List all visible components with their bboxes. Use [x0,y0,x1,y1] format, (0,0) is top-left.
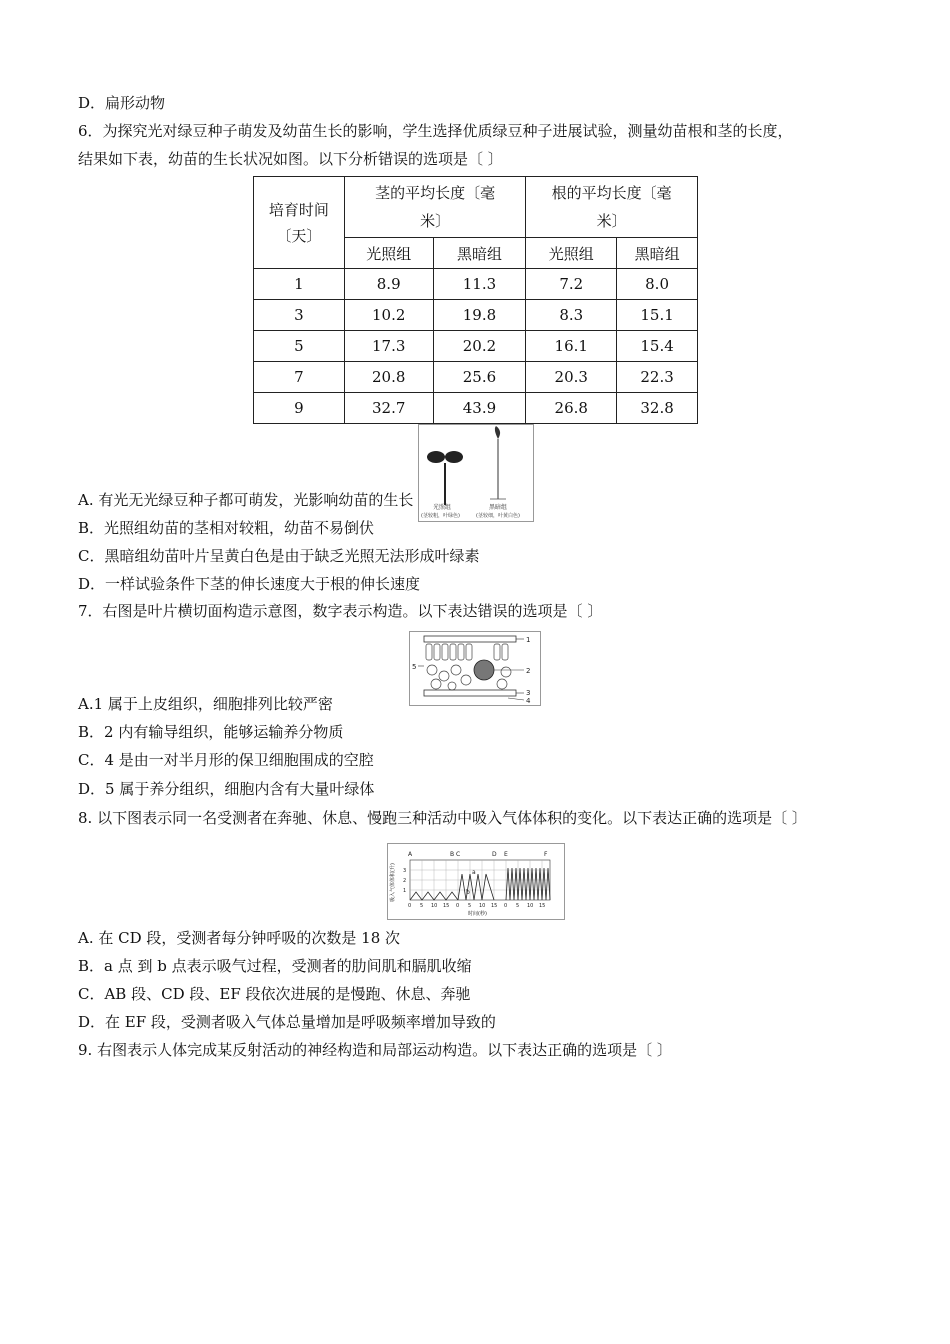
leaf-label-2: 2 [526,667,531,675]
xtick: 15 [443,903,450,909]
segment-cd-line [458,874,494,900]
cell: 10.2 [344,300,433,331]
cell: 8.3 [526,300,617,331]
xtick: 0 [456,903,460,909]
header-root-text: 根的平均长度〔毫 米〕 [551,184,672,230]
upper-epidermis [424,636,516,642]
q6-option-d: D．一样试验条件下茎的伸长速度大于根的伸长速度 [78,575,421,593]
q6-option-b: B．光照组幼苗的茎相对较粗，幼苗不易倒伏 [78,519,375,537]
leaf-label-5: 5 [412,663,417,671]
header-time [254,177,345,269]
header-time-text: 培育时间 〔天〕 [268,200,329,245]
table-row [254,362,698,393]
sub-stem-light: 光照组 [344,238,433,269]
q8-option-b: B．a 点 到 b 点表示吸气过程，受测者的肋间肌和膈肌收缩 [78,957,472,975]
q6-stem-line2: 结果如下表，幼苗的生长状况如图。以下分析错误的选项是〔 〕 [78,150,503,168]
xtick: 15 [491,903,498,909]
sub-root-light: 光照组 [526,238,617,269]
cell: 25.6 [433,362,526,393]
leaf-label-1: 1 [526,636,531,644]
leaf-label-4: 4 [526,697,531,705]
cell: 20.8 [344,362,433,393]
xtick: 10 [431,903,438,909]
breath-xlabel: 时间(秒) [468,911,487,917]
table-row [254,331,698,362]
q8-option-c: C．AB 段、CD 段、EF 段依次进展的是慢跑、休息、奔驰 [78,985,471,1003]
seedling-drawing [419,425,533,521]
q8-option-a: A. 在 CD 段，受测者每分钟呼吸的次数是 18 次 [78,929,401,947]
xtick: 5 [516,903,520,909]
seedling-figure [418,424,534,522]
seg-label-e: E [504,851,508,858]
cell: 20.2 [433,331,526,362]
ytick: 2 [403,878,407,884]
growth-table [253,176,698,424]
q7-option-c: C．4 是由一对半月形的保卫细胞围成的空腔 [78,751,374,769]
breath-drawing [388,844,564,919]
seedling-label-dark: 黑暗组 [489,504,508,511]
cell: 1 [254,269,345,300]
lower-epidermis [424,690,516,696]
cell: 8.9 [344,269,433,300]
vein [474,660,494,680]
cell: 3 [254,300,345,331]
cell: 7.2 [526,269,617,300]
cell: 22.3 [617,362,698,393]
leaf-drawing [410,632,540,705]
q9-stem: 9. 右图表示人体完成某反射活动的神经构造和局部运动构造。以下表达正确的选项是〔 〕 [78,1041,672,1059]
leaf-figure [409,631,541,706]
ytick: 3 [403,868,407,874]
cell: 43.9 [433,393,526,424]
q8-option-d: D．在 EF 段，受测者吸入气体总量增加是呼吸频率增加导致的 [78,1013,496,1031]
cell: 26.8 [526,393,617,424]
q7-option-b: B．2 内有输导组织，能够运输养分物质 [78,723,344,741]
cell: 32.7 [344,393,433,424]
cell: 7 [254,362,345,393]
header-stem-text: 茎的平均长度〔毫 米〕 [375,184,496,230]
segment-ef-line [506,868,550,900]
seg-label-f: F [544,851,548,858]
dark-leaf [495,426,500,439]
q6-option-a: A. 有光无光绿豆种子都可萌发，光影响幼苗的生长 [78,491,414,509]
seedling-note-light: (茎较粗，叶绿色) [421,513,460,519]
q6-option-c: C．黑暗组幼苗叶片呈黄白色是由于缺乏光照无法形成叶绿素 [78,547,480,565]
xtick: 0 [504,903,508,909]
light-leaf-right [445,451,463,463]
q7-option-d: D．5 属于养分组织，细胞内含有大量叶绿体 [78,780,375,798]
leaf-label-3: 3 [526,689,531,697]
seg-label-d: D [492,851,497,858]
xtick: 0 [408,903,412,909]
cell: 32.8 [617,393,698,424]
xtick: 5 [468,903,472,909]
palisade-cells [426,644,508,660]
q7-option-a: A.1 属于上皮组织，细胞排列比较严密 [78,695,333,713]
q6-stem-line1: 6．为探究光对绿豆种子萌发及幼苗生长的影响，学生选择优质绿豆种子进展试验，测量幼苗根和茎的长度， [78,122,793,140]
cell: 16.1 [526,331,617,362]
cell: 9 [254,393,345,424]
table-row [254,269,698,300]
sub-stem-dark: 黑暗组 [433,238,526,269]
header-stem [344,177,526,238]
xtick: 15 [539,903,546,909]
q5-option-d: D．扁形动物 [78,94,166,112]
seedling-label-light: 光照组 [433,504,452,511]
cell: 5 [254,331,345,362]
cell: 20.3 [526,362,617,393]
cell: 19.8 [433,300,526,331]
seg-label-c: C [456,851,461,858]
cell: 17.3 [344,331,433,362]
cell: 15.4 [617,331,698,362]
breath-ylabel: 吸入气体体积(升) [390,863,396,902]
breath-figure [387,843,565,920]
point-a: a [472,869,476,876]
ytick: 1 [403,888,407,894]
xtick: 10 [527,903,534,909]
q7-stem: 7．右图是叶片横切面构造示意图，数字表示构造。以下表达错误的选项是〔 〕 [78,602,603,620]
seedling-note-dark: (茎较细，叶黄白色) [476,513,520,519]
sub-root-dark: 黑暗组 [617,238,698,269]
cell: 8.0 [617,269,698,300]
header-root [526,177,698,238]
cell: 11.3 [433,269,526,300]
spongy-cells [427,665,511,690]
light-leaf-left [427,451,445,463]
seg-label-b: B [450,851,455,858]
q8-stem: 8. 以下图表示同一名受测者在奔驰、休息、慢跑三种活动中吸入气体体积的变化。以下表达正确的选项是〔 〕 [78,809,807,827]
table-row [254,300,698,331]
table-row [254,393,698,424]
xtick: 10 [479,903,486,909]
cell: 15.1 [617,300,698,331]
xtick: 5 [420,903,424,909]
point-b: b [466,889,470,896]
seg-label-a: A [408,851,413,858]
